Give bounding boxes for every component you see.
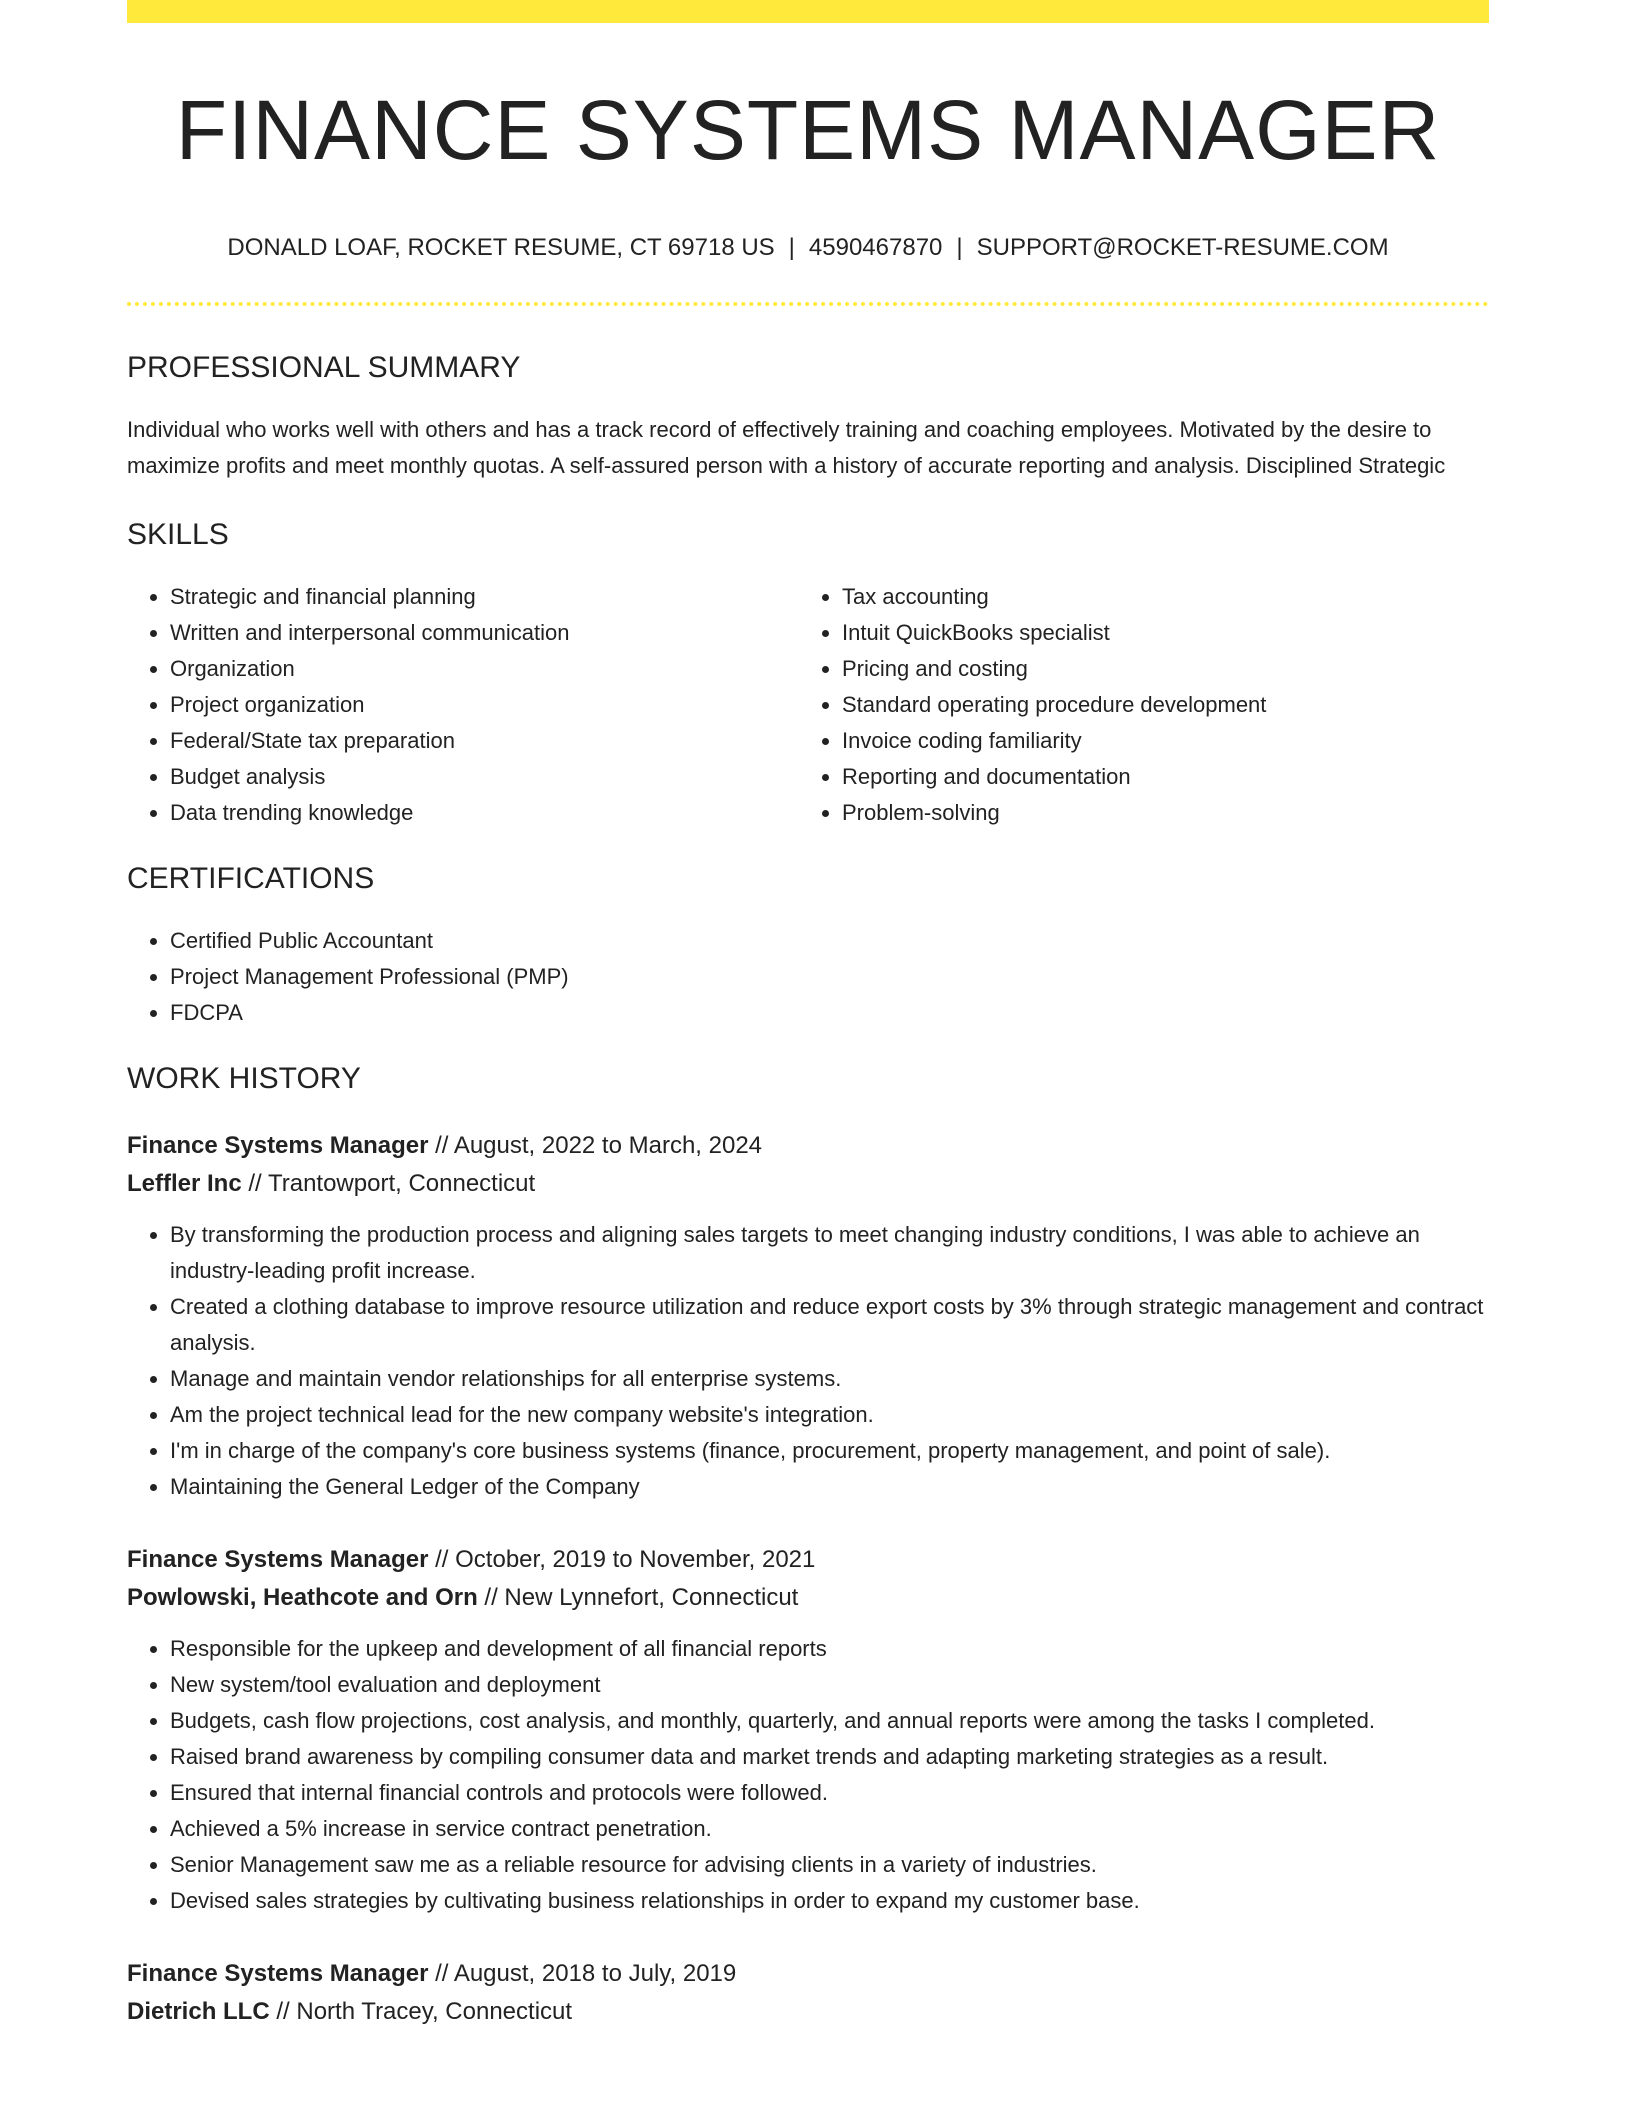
job-bullet: • Responsible for the upkeep and development of all financial reports — [170, 1631, 1489, 1667]
skill-item: • Problem-solving — [842, 795, 1471, 831]
job-title-line — [127, 1955, 1489, 1993]
contact-phone: 4590467870 — [808, 234, 943, 261]
skill-item: • Data trending knowledge — [170, 795, 799, 831]
job-location: North Tracey, Connecticut — [296, 1998, 573, 2025]
job-bullet: • Ensured that internal financial controls and protocols were followed. — [170, 1775, 1489, 1811]
contact-separator: | — [788, 234, 795, 261]
job-bullet: • Senior Management saw me as a reliable resource for advising clients in a variety of industries. — [170, 1847, 1489, 1883]
job-bullet: • Created a clothing database to improve resource utilization and reduce export costs by 3% through strategic management and contract analysis. — [170, 1289, 1489, 1361]
job-title: Finance Systems Manager — [127, 1132, 429, 1159]
job-bullet: • New system/tool evaluation and deployment — [170, 1667, 1489, 1703]
resume-title: FINANCE SYSTEMS MANAGER — [175, 83, 1441, 177]
skills-column-left — [127, 579, 799, 831]
skill-item: • Reporting and documentation — [842, 759, 1471, 795]
job-dates: August, 2018 to July, 2019 — [453, 1960, 737, 1987]
job-entry — [127, 1955, 1489, 2031]
job-entry — [127, 1541, 1489, 1919]
job-company: Powlowski, Heathcote and Orn — [127, 1584, 478, 1611]
job-bullet: • Maintaining the General Ledger of the Company — [170, 1469, 1489, 1505]
job-title-line — [127, 1127, 1489, 1165]
skill-item: • Pricing and costing — [842, 651, 1471, 687]
separator: // — [484, 1584, 498, 1611]
job-company: Leffler Inc — [127, 1170, 242, 1197]
summary-text: Individual who works well with others and has a track record of effectively training and coaching employees. Motivated by the desire to maximize profits and meet monthly quotas. A self-assured person with a history of accurate reporting and analysis. Disciplined Strategic — [127, 417, 1446, 478]
job-company-line — [127, 1579, 1489, 1617]
skill-item: • Written and interpersonal communication — [170, 615, 799, 651]
resume-content — [127, 80, 1489, 2031]
certification-item: • Certified Public Accountant — [170, 923, 1489, 959]
job-bullet: • Raised brand awareness by compiling consumer data and market trends and adapting marketing strategies as a result. — [170, 1739, 1489, 1775]
contact-address: DONALD LOAF, ROCKET RESUME, CT 69718 US — [227, 234, 775, 261]
job-title: Finance Systems Manager — [127, 1960, 429, 1987]
contact-email: SUPPORT@ROCKET-RESUME.COM — [976, 234, 1389, 261]
skills-heading: SKILLS — [127, 518, 229, 551]
job-bullet: • I'm in charge of the company's core business systems (finance, procurement, property management, and point of sale). — [170, 1433, 1489, 1469]
skill-item: • Federal/State tax preparation — [170, 723, 799, 759]
job-bullet: • Manage and maintain vendor relationships for all enterprise systems. — [170, 1361, 1489, 1397]
skill-item: • Organization — [170, 651, 799, 687]
job-entry — [127, 1127, 1489, 1505]
job-dates: August, 2022 to March, 2024 — [453, 1132, 763, 1159]
summary-heading: PROFESSIONAL SUMMARY — [127, 351, 521, 384]
skill-item: • Invoice coding familiarity — [842, 723, 1471, 759]
job-bullet-list — [127, 1631, 1489, 1919]
work-history-heading: WORK HISTORY — [127, 1062, 361, 1095]
job-title-line — [127, 1541, 1489, 1579]
job-company-line — [127, 1993, 1489, 2031]
accent-top-bar — [127, 0, 1489, 23]
skill-item: • Project organization — [170, 687, 799, 723]
job-company-line — [127, 1165, 1489, 1203]
job-title: Finance Systems Manager — [127, 1546, 429, 1573]
separator: // — [276, 1998, 290, 2025]
dotted-divider — [127, 302, 1489, 306]
job-bullet: • Devised sales strategies by cultivating business relationships in order to expand my customer base. — [170, 1883, 1489, 1919]
job-bullet: • By transforming the production process and aligning sales targets to meet changing industry conditions, I was able to achieve an industry-leading profit increase. — [170, 1217, 1489, 1289]
job-bullet-list — [127, 1217, 1489, 1505]
separator: // — [248, 1170, 262, 1197]
skills-list-left — [127, 579, 799, 831]
skills-column-right — [799, 579, 1471, 831]
skill-item: • Tax accounting — [842, 579, 1471, 615]
certification-item: • Project Management Professional (PMP) — [170, 959, 1489, 995]
skill-item: • Standard operating procedure development — [842, 687, 1471, 723]
job-location: New Lynnefort, Connecticut — [504, 1584, 799, 1611]
job-bullet: • Achieved a 5% increase in service contract penetration. — [170, 1811, 1489, 1847]
certification-item: • FDCPA — [170, 995, 1489, 1031]
skill-item: • Strategic and financial planning — [170, 579, 799, 615]
contact-separator: | — [956, 234, 963, 261]
skills-list-right — [799, 579, 1471, 831]
job-company: Dietrich LLC — [127, 1998, 270, 2025]
skill-item: • Intuit QuickBooks specialist — [842, 615, 1471, 651]
separator: // — [435, 1546, 449, 1573]
separator: // — [435, 1960, 449, 1987]
skills-columns — [127, 579, 1489, 831]
job-bullet: • Budgets, cash flow projections, cost analysis, and monthly, quarterly, and annual reports were among the tasks I completed. — [170, 1703, 1489, 1739]
contact-line — [127, 232, 1489, 264]
separator: // — [435, 1132, 449, 1159]
job-location: Trantowport, Connecticut — [267, 1170, 536, 1197]
job-dates: October, 2019 to November, 2021 — [455, 1546, 816, 1573]
certifications-heading: CERTIFICATIONS — [127, 862, 375, 895]
job-bullet: • Am the project technical lead for the new company website's integration. — [170, 1397, 1489, 1433]
certifications-list — [127, 923, 1489, 1031]
skill-item: • Budget analysis — [170, 759, 799, 795]
